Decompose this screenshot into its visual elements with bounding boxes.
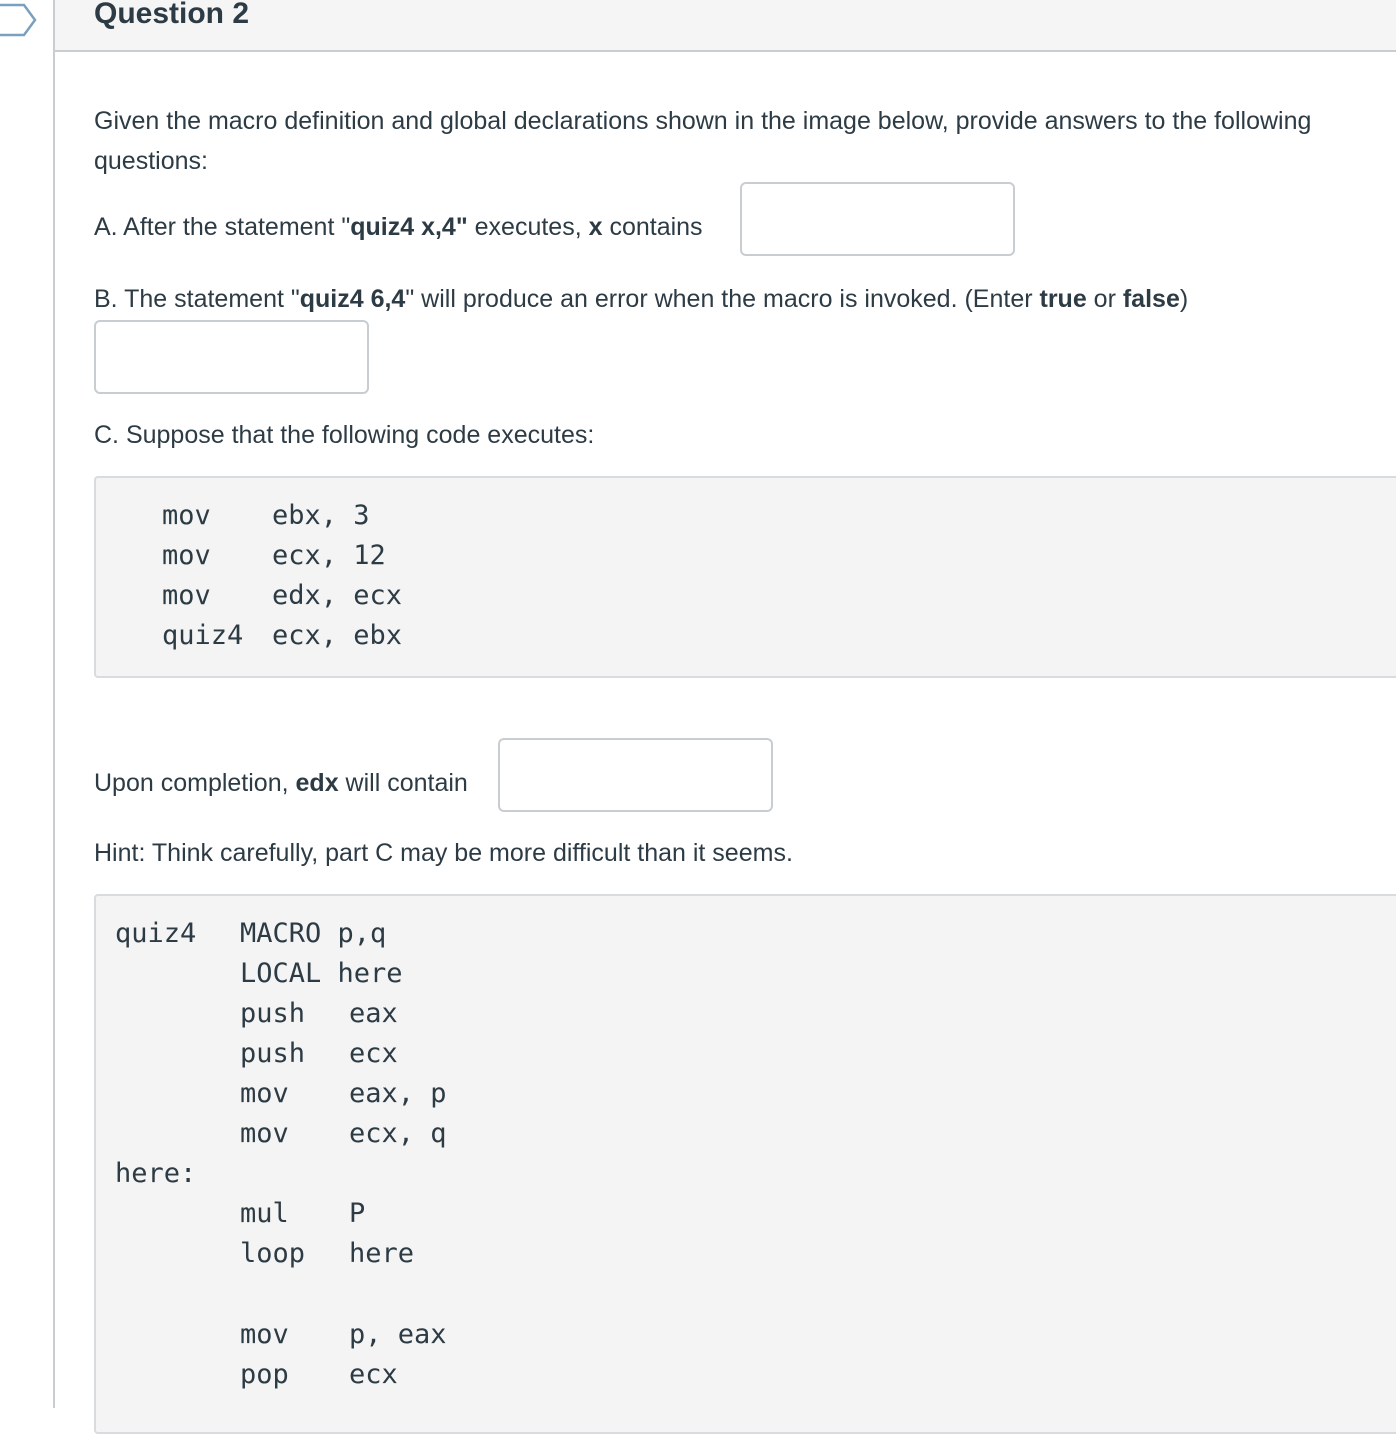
part-c-prompt: C. Suppose that the following code executes: [94, 421, 595, 449]
macro-definition-block [94, 894, 1396, 1434]
macro-op: loop [240, 1238, 306, 1269]
macro-args: eax [349, 998, 398, 1029]
macro-op: mov [240, 1118, 289, 1149]
code-args: ecx, 12 [272, 540, 386, 571]
macro-local: LOCAL here [240, 958, 403, 989]
macro-args: ecx [349, 1038, 398, 1069]
macro-args: ecx, q [349, 1118, 447, 1149]
macro-args: P [349, 1198, 366, 1229]
code-args: ebx, 3 [272, 500, 370, 531]
macro-op: push [240, 998, 306, 1029]
macro-label: here: [115, 1158, 197, 1189]
macro-op: push [240, 1038, 306, 1069]
bookmark-flag-icon[interactable] [0, 2, 38, 38]
macro-op: mov [240, 1078, 289, 1109]
code-op: mov [162, 540, 211, 571]
part-c-code-block [94, 476, 1396, 678]
part-a-prompt: A. After the statement "quiz4 x,4" executes, x contains [94, 213, 703, 241]
question-title: Question 2 [94, 0, 250, 30]
part-b-answer-input[interactable] [94, 320, 369, 394]
part-b-prompt: B. The statement "quiz4 6,4" will produce an error when the macro is invoked. (Enter true or false) [94, 285, 1189, 313]
left-rail [0, 0, 55, 1408]
part-c-answer-input[interactable] [498, 738, 773, 812]
code-op: mov [162, 580, 211, 611]
code-args: edx, ecx [272, 580, 403, 611]
macro-op: pop [240, 1359, 289, 1390]
macro-args: eax, p [349, 1078, 447, 1109]
code-args: ecx, ebx [272, 620, 403, 651]
macro-args: p, eax [349, 1319, 447, 1350]
macro-header: MACRO p,q [240, 918, 387, 949]
intro-line-1: Given the macro definition and global declarations shown in the image below, provide answers to the following [94, 107, 1312, 135]
intro-line-2: questions: [94, 147, 208, 175]
macro-args: ecx [349, 1359, 398, 1390]
macro-op: mov [240, 1319, 289, 1350]
code-op: quiz4 [162, 620, 244, 651]
code-op: mov [162, 500, 211, 531]
macro-op: mul [240, 1198, 289, 1229]
hint-text: Hint: Think carefully, part C may be more difficult than it seems. [94, 839, 793, 867]
macro-args: here [349, 1238, 415, 1269]
part-c-completion-prompt: Upon completion, edx will contain [94, 769, 468, 797]
part-a-answer-input[interactable] [740, 182, 1015, 256]
macro-name: quiz4 [115, 918, 197, 949]
question-header [55, 0, 1396, 52]
